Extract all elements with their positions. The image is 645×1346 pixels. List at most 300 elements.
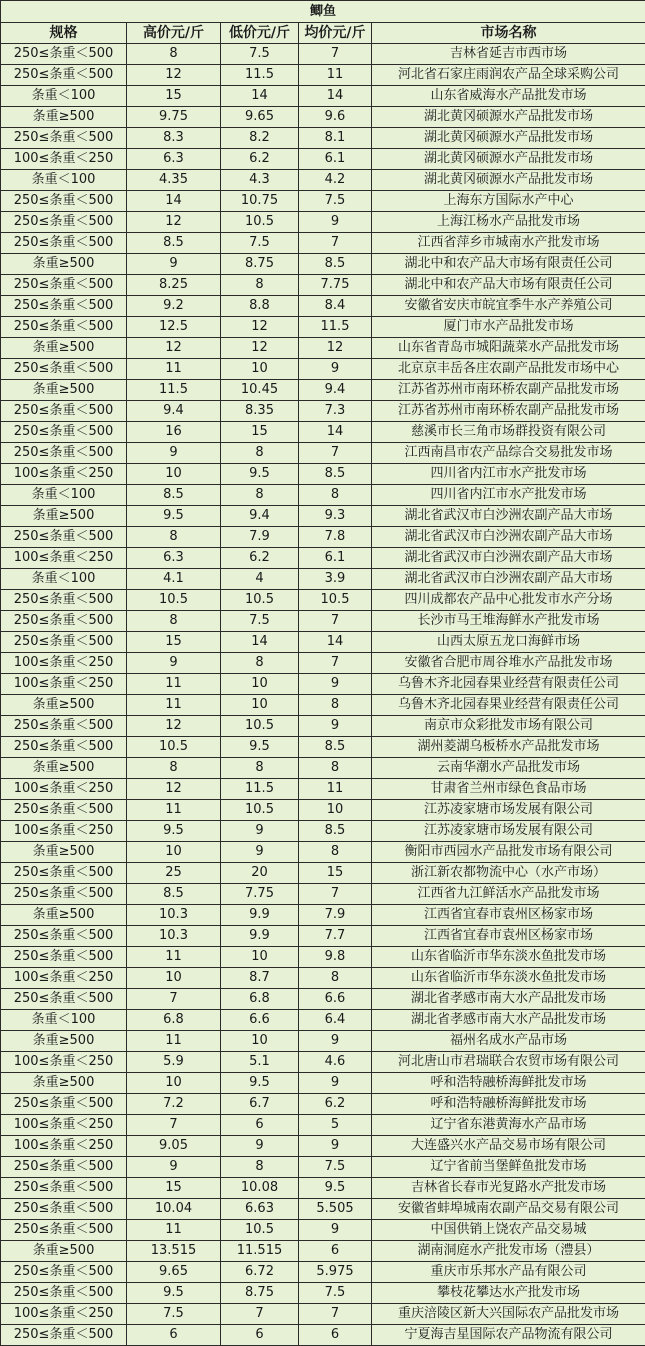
table-row [1,737,645,758]
cell-low-price: 9.65 [221,107,299,128]
table-row [1,1115,645,1136]
cell-low-price: 10 [221,695,299,716]
cell-avg-price: 11.5 [299,317,372,338]
cell-spec: 条重＜100 [1,86,127,107]
cell-low-price: 6.6 [221,1010,299,1031]
cell-high-price: 12 [127,779,221,800]
cell-avg-price: 11 [299,65,372,86]
cell-high-price: 9.2 [127,296,221,317]
cell-high-price: 9 [127,443,221,464]
cell-spec: 条重≥500 [1,758,127,779]
cell-spec: 100≤条重＜250 [1,1304,127,1325]
cell-spec: 100≤条重＜250 [1,149,127,170]
cell-low-price: 10 [221,1031,299,1052]
cell-avg-price: 8 [299,968,372,989]
cell-high-price: 11.5 [127,380,221,401]
cell-market-name: 湖北省武汉市白沙洲农副产品大市场 [372,527,645,548]
cell-low-price: 6.2 [221,149,299,170]
table-row [1,674,645,695]
cell-low-price: 9.5 [221,737,299,758]
cell-high-price: 7.2 [127,1094,221,1115]
cell-spec: 条重≥500 [1,905,127,926]
cell-high-price: 11 [127,674,221,695]
cell-avg-price: 10 [299,800,372,821]
cell-avg-price: 15 [299,863,372,884]
cell-spec: 250≤条重＜500 [1,926,127,947]
table-row [1,485,645,506]
cell-low-price: 10 [221,674,299,695]
cell-avg-price: 9.6 [299,107,372,128]
cell-low-price: 10 [221,359,299,380]
table-row [1,1052,645,1073]
cell-market-name: 江西省宜春市袁州区杨家市场 [372,926,645,947]
cell-spec: 250≤条重＜500 [1,422,127,443]
table-row [1,191,645,212]
table-row [1,800,645,821]
cell-high-price: 14 [127,191,221,212]
cell-avg-price: 14 [299,86,372,107]
cell-high-price: 9.5 [127,1283,221,1304]
cell-avg-price: 9 [299,1136,372,1157]
cell-high-price: 5.9 [127,1052,221,1073]
cell-high-price: 10.5 [127,590,221,611]
table-row [1,86,645,107]
cell-low-price: 9.5 [221,464,299,485]
cell-market-name: 辽宁省前当堡鲜鱼批发市场 [372,1157,645,1178]
table-row [1,548,645,569]
cell-market-name: 山西太原五龙口海鲜市场 [372,632,645,653]
cell-market-name: 上海东方国际水产中心 [372,191,645,212]
cell-spec: 100≤条重＜250 [1,779,127,800]
cell-market-name: 湖北省武汉市白沙洲农副产品大市场 [372,506,645,527]
cell-spec: 条重≥500 [1,506,127,527]
cell-low-price: 8 [221,485,299,506]
cell-spec: 250≤条重＜500 [1,296,127,317]
cell-avg-price: 9.3 [299,506,372,527]
cell-low-price: 7.5 [221,611,299,632]
cell-low-price: 10.08 [221,1178,299,1199]
table-row [1,44,645,65]
cell-high-price: 6.3 [127,149,221,170]
cell-low-price: 10 [221,947,299,968]
table-row [1,107,645,128]
cell-low-price: 6.72 [221,1262,299,1283]
cell-high-price: 4.35 [127,170,221,191]
table-row [1,1241,645,1262]
table-row [1,1136,645,1157]
table-body [1,44,645,1346]
table-row [1,338,645,359]
cell-avg-price: 6.6 [299,989,372,1010]
cell-spec: 250≤条重＜500 [1,65,127,86]
cell-low-price: 8 [221,275,299,296]
cell-spec: 250≤条重＜500 [1,401,127,422]
cell-avg-price: 12 [299,338,372,359]
cell-low-price: 10.5 [221,212,299,233]
cell-spec: 100≤条重＜250 [1,548,127,569]
cell-low-price: 9.4 [221,506,299,527]
cell-market-name: 上海江杨水产品批发市场 [372,212,645,233]
cell-high-price: 11 [127,1031,221,1052]
cell-market-name: 山东省青岛市城阳蔬菜水产品批发市场 [372,338,645,359]
cell-avg-price: 9.5 [299,1178,372,1199]
cell-spec: 250≤条重＜500 [1,989,127,1010]
cell-market-name: 乌鲁木齐北园春果业经营有限责任公司 [372,674,645,695]
cell-spec: 条重＜100 [1,1010,127,1031]
cell-avg-price: 7 [299,653,372,674]
cell-high-price: 12 [127,716,221,737]
cell-spec: 250≤条重＜500 [1,1199,127,1220]
cell-high-price: 8 [127,758,221,779]
cell-high-price: 8.5 [127,884,221,905]
table-row [1,863,645,884]
cell-market-name: 江西南昌市农产品综合交易批发市场 [372,443,645,464]
cell-market-name: 湖北省孝感市南大水产品批发市场 [372,1010,645,1031]
cell-market-name: 辽宁省东港黄海水产品市场 [372,1115,645,1136]
cell-spec: 100≤条重＜250 [1,968,127,989]
cell-market-name: 湖北黄冈硕源水产品批发市场 [372,149,645,170]
table-row [1,464,645,485]
table-row [1,149,645,170]
cell-low-price: 15 [221,422,299,443]
cell-spec: 100≤条重＜250 [1,1136,127,1157]
cell-high-price: 7.5 [127,1304,221,1325]
cell-low-price: 6.2 [221,548,299,569]
cell-avg-price: 9.8 [299,947,372,968]
cell-high-price: 9.75 [127,107,221,128]
cell-spec: 250≤条重＜500 [1,1220,127,1241]
header-avg-price: 均价元/斤 [299,23,372,44]
cell-avg-price: 8.5 [299,464,372,485]
cell-spec: 250≤条重＜500 [1,1283,127,1304]
cell-market-name: 湖州菱湖乌板桥水产品批发市场 [372,737,645,758]
table-row [1,1010,645,1031]
table-row [1,233,645,254]
cell-avg-price: 14 [299,422,372,443]
cell-spec: 250≤条重＜500 [1,884,127,905]
cell-market-name: 吉林省延吉市西市场 [372,44,645,65]
table-row [1,128,645,149]
cell-market-name: 南京市众彩批发市场有限公司 [372,716,645,737]
cell-market-name: 湖北中和农产品大市场有限责任公司 [372,254,645,275]
cell-high-price: 9 [127,254,221,275]
table-row [1,758,645,779]
cell-avg-price: 8 [299,842,372,863]
table-row [1,968,645,989]
header-row [1,23,645,44]
table-title: 鲫鱼 [1,1,645,23]
cell-avg-price: 7 [299,233,372,254]
table-row [1,401,645,422]
cell-avg-price: 8.5 [299,737,372,758]
cell-spec: 条重≥500 [1,107,127,128]
cell-high-price: 13.515 [127,1241,221,1262]
cell-high-price: 10 [127,1073,221,1094]
cell-low-price: 11.5 [221,779,299,800]
cell-avg-price: 6.2 [299,1094,372,1115]
cell-high-price: 11 [127,800,221,821]
cell-high-price: 10 [127,842,221,863]
table-row [1,65,645,86]
cell-avg-price: 8 [299,758,372,779]
cell-high-price: 16 [127,422,221,443]
cell-high-price: 9.05 [127,1136,221,1157]
cell-market-name: 江西省九江鲜活水产品批发市场 [372,884,645,905]
cell-high-price: 10.5 [127,737,221,758]
cell-avg-price: 8.5 [299,821,372,842]
cell-market-name: 四川成都农产品中心批发市水产分场 [372,590,645,611]
title-row [1,1,645,23]
cell-market-name: 山东省临沂市华东淡水鱼批发市场 [372,947,645,968]
cell-market-name: 江苏凌家塘市场发展有限公司 [372,800,645,821]
cell-avg-price: 9 [299,359,372,380]
table-row [1,1178,645,1199]
cell-spec: 100≤条重＜250 [1,821,127,842]
table-row [1,1283,645,1304]
cell-market-name: 重庆涪陵区新大兴国际农产品批发市场 [372,1304,645,1325]
cell-high-price: 7 [127,989,221,1010]
cell-spec: 条重≥500 [1,695,127,716]
cell-high-price: 7 [127,1115,221,1136]
cell-market-name: 湖北省孝感市南大水产品批发市场 [372,989,645,1010]
cell-high-price: 11 [127,947,221,968]
table-row [1,821,645,842]
cell-low-price: 8 [221,1157,299,1178]
cell-low-price: 8.2 [221,128,299,149]
table-row [1,695,645,716]
cell-low-price: 7 [221,1304,299,1325]
cell-low-price: 8.35 [221,401,299,422]
cell-market-name: 山东省临沂市华东淡水鱼批发市场 [372,968,645,989]
cell-low-price: 10.5 [221,800,299,821]
cell-market-name: 安徽省安庆市皖宜季牛水产养殖公司 [372,296,645,317]
cell-avg-price: 9.4 [299,380,372,401]
cell-avg-price: 7 [299,443,372,464]
cell-high-price: 9.5 [127,506,221,527]
cell-avg-price: 6 [299,1325,372,1346]
cell-high-price: 8.3 [127,128,221,149]
cell-low-price: 8.75 [221,1283,299,1304]
cell-avg-price: 8.4 [299,296,372,317]
cell-low-price: 11.5 [221,65,299,86]
table-row [1,1073,645,1094]
cell-high-price: 8 [127,527,221,548]
cell-market-name: 湖北黄冈硕源水产品批发市场 [372,170,645,191]
cell-market-name: 重庆市乐邦水产品有限公司 [372,1262,645,1283]
table-row [1,884,645,905]
cell-avg-price: 8.5 [299,254,372,275]
cell-low-price: 9 [221,1136,299,1157]
table-row [1,1262,645,1283]
cell-avg-price: 7.5 [299,1157,372,1178]
cell-low-price: 8 [221,443,299,464]
cell-market-name: 浙江新农都物流中心（水产市场） [372,863,645,884]
cell-avg-price: 9 [299,716,372,737]
cell-high-price: 15 [127,1178,221,1199]
cell-avg-price: 4.6 [299,1052,372,1073]
cell-market-name: 山东省威海水产品批发市场 [372,86,645,107]
cell-market-name: 呼和浩特融桥海鲜批发市场 [372,1073,645,1094]
cell-avg-price: 6.4 [299,1010,372,1031]
cell-avg-price: 14 [299,632,372,653]
cell-market-name: 厦门市水产品批发市场 [372,317,645,338]
header-spec: 规格 [1,23,127,44]
header-market-name: 市场名称 [372,23,645,44]
cell-avg-price: 7.5 [299,191,372,212]
table-row [1,842,645,863]
cell-market-name: 湖北黄冈硕源水产品批发市场 [372,107,645,128]
cell-high-price: 9 [127,1157,221,1178]
table-row [1,170,645,191]
cell-market-name: 吉林省长春市光复路水产批发市场 [372,1178,645,1199]
table-row [1,653,645,674]
cell-market-name: 湖北省武汉市白沙洲农副产品大市场 [372,548,645,569]
header-high-price: 高价元/斤 [127,23,221,44]
cell-market-name: 四川省内江市水产批发市场 [372,485,645,506]
cell-spec: 250≤条重＜500 [1,443,127,464]
table-row [1,506,645,527]
cell-market-name: 乌鲁木齐北园春果业经营有限责任公司 [372,695,645,716]
cell-low-price: 6.63 [221,1199,299,1220]
cell-high-price: 10 [127,968,221,989]
cell-market-name: 四川省内江市水产批发市场 [372,464,645,485]
cell-avg-price: 5 [299,1115,372,1136]
table-row [1,569,645,590]
cell-market-name: 安徽省合肥市周谷堆水产品批发市场 [372,653,645,674]
table-row [1,590,645,611]
table-row [1,443,645,464]
cell-avg-price: 9 [299,1073,372,1094]
table-row [1,317,645,338]
cell-high-price: 25 [127,863,221,884]
cell-market-name: 河北省石家庄雨润农产品全球采购公司 [372,65,645,86]
table-row [1,905,645,926]
cell-high-price: 8 [127,44,221,65]
cell-spec: 250≤条重＜500 [1,590,127,611]
cell-spec: 250≤条重＜500 [1,191,127,212]
cell-market-name: 河北唐山市君瑞联合农贸市场有限公司 [372,1052,645,1073]
cell-spec: 100≤条重＜250 [1,464,127,485]
cell-high-price: 15 [127,86,221,107]
cell-low-price: 8 [221,758,299,779]
cell-spec: 250≤条重＜500 [1,44,127,65]
cell-spec: 250≤条重＜500 [1,1094,127,1115]
cell-low-price: 8.8 [221,296,299,317]
cell-avg-price: 9 [299,674,372,695]
cell-spec: 条重＜100 [1,485,127,506]
cell-avg-price: 8.1 [299,128,372,149]
cell-spec: 250≤条重＜500 [1,527,127,548]
cell-low-price: 6 [221,1325,299,1346]
cell-high-price: 6.8 [127,1010,221,1031]
cell-spec: 250≤条重＜500 [1,1178,127,1199]
cell-spec: 250≤条重＜500 [1,1157,127,1178]
cell-low-price: 10.5 [221,716,299,737]
cell-low-price: 14 [221,632,299,653]
table-row [1,380,645,401]
cell-market-name: 江苏凌家塘市场发展有限公司 [372,821,645,842]
cell-avg-price: 11 [299,779,372,800]
cell-spec: 条重＜100 [1,170,127,191]
cell-avg-price: 9 [299,1031,372,1052]
cell-avg-price: 8 [299,695,372,716]
cell-spec: 250≤条重＜500 [1,317,127,338]
cell-spec: 100≤条重＜250 [1,674,127,695]
cell-spec: 条重≥500 [1,380,127,401]
cell-spec: 250≤条重＜500 [1,611,127,632]
cell-low-price: 10.5 [221,1220,299,1241]
cell-low-price: 9.9 [221,926,299,947]
table-row [1,1304,645,1325]
cell-avg-price: 7.8 [299,527,372,548]
cell-market-name: 慈溪市长三角市场群投资有限公司 [372,422,645,443]
cell-avg-price: 6.1 [299,149,372,170]
cell-high-price: 8.5 [127,233,221,254]
table-row [1,1157,645,1178]
cell-low-price: 8.75 [221,254,299,275]
cell-market-name: 江苏省苏州市南环桥农副产品批发市场 [372,401,645,422]
cell-high-price: 8.25 [127,275,221,296]
cell-high-price: 8 [127,611,221,632]
cell-high-price: 15 [127,632,221,653]
table-row [1,947,645,968]
cell-spec: 250≤条重＜500 [1,359,127,380]
cell-avg-price: 9 [299,1220,372,1241]
table-row [1,926,645,947]
cell-avg-price: 7.3 [299,401,372,422]
cell-spec: 100≤条重＜250 [1,653,127,674]
cell-avg-price: 7 [299,884,372,905]
cell-low-price: 7.5 [221,233,299,254]
cell-market-name: 呼和浩特融桥海鲜批发市场 [372,1094,645,1115]
cell-avg-price: 10.5 [299,590,372,611]
cell-low-price: 12 [221,317,299,338]
cell-low-price: 9 [221,821,299,842]
cell-high-price: 11 [127,695,221,716]
cell-low-price: 9.9 [221,905,299,926]
cell-high-price: 6.3 [127,548,221,569]
cell-low-price: 7.5 [221,44,299,65]
cell-spec: 250≤条重＜500 [1,275,127,296]
cell-avg-price: 3.9 [299,569,372,590]
cell-spec: 条重≥500 [1,842,127,863]
table-row [1,611,645,632]
cell-avg-price: 7 [299,44,372,65]
cell-low-price: 11.515 [221,1241,299,1262]
cell-low-price: 10.75 [221,191,299,212]
table-row [1,296,645,317]
table-row [1,779,645,800]
cell-high-price: 12 [127,65,221,86]
cell-market-name: 长沙市马王堆海鲜水产批发市场 [372,611,645,632]
cell-high-price: 12 [127,212,221,233]
cell-low-price: 4 [221,569,299,590]
cell-high-price: 12.5 [127,317,221,338]
table-row [1,527,645,548]
cell-low-price: 8 [221,653,299,674]
cell-market-name: 云南华潮水产品批发市场 [372,758,645,779]
cell-market-name: 湖北中和农产品大市场有限责任公司 [372,275,645,296]
cell-spec: 250≤条重＜500 [1,128,127,149]
cell-avg-price: 5.975 [299,1262,372,1283]
cell-market-name: 安徽省蚌埠城南农副产品交易有限公司 [372,1199,645,1220]
cell-low-price: 9.5 [221,1073,299,1094]
cell-avg-price: 4.2 [299,170,372,191]
cell-low-price: 6.8 [221,989,299,1010]
cell-market-name: 江西省萍乡市城南水产批发市场 [372,233,645,254]
cell-high-price: 9 [127,653,221,674]
cell-market-name: 湖北黄冈硕源水产品批发市场 [372,128,645,149]
